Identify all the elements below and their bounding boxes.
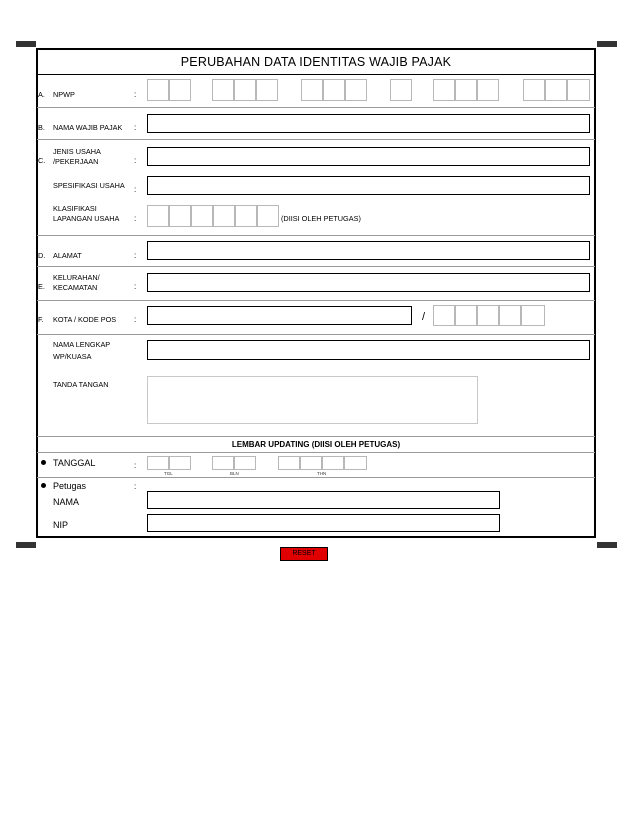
- nama-lengkap-label-2: WP/KUASA: [53, 352, 92, 361]
- npwp-cell[interactable]: [433, 79, 455, 101]
- npwp-cell[interactable]: [545, 79, 567, 101]
- divider-d: [37, 266, 595, 267]
- spesifikasi-usaha-field[interactable]: [147, 176, 590, 195]
- klasifikasi-cell[interactable]: [147, 205, 169, 227]
- alamat-field[interactable]: [147, 241, 590, 260]
- corner-mark-top-left: [16, 41, 36, 47]
- section-e-letter: E.: [38, 282, 45, 291]
- spesifikasi-usaha-colon: :: [134, 185, 137, 194]
- petugas-nip-label: NIP: [53, 520, 69, 530]
- npwp-cell[interactable]: [147, 79, 169, 101]
- kode-pos-cell[interactable]: [433, 305, 455, 326]
- kelurahan-label-1: KELURAHAN/: [53, 273, 100, 282]
- npwp-label: NPWP: [53, 90, 75, 99]
- tanggal-bln-cell[interactable]: [234, 456, 256, 470]
- npwp-cell[interactable]: [234, 79, 256, 101]
- alamat-colon: :: [134, 251, 137, 260]
- klasifikasi-cell[interactable]: [191, 205, 213, 227]
- tanggal-bln-cell[interactable]: [212, 456, 234, 470]
- divider-signature: [37, 436, 595, 437]
- divider-tanggal: [37, 477, 595, 478]
- section-f-letter: F.: [38, 315, 44, 324]
- npwp-cell[interactable]: [455, 79, 477, 101]
- jenis-usaha-colon: :: [134, 156, 137, 165]
- klasifikasi-colon: :: [134, 214, 137, 223]
- spesifikasi-usaha-label: SPESIFIKASI USAHA: [53, 181, 125, 190]
- alamat-label: ALAMAT: [53, 251, 82, 260]
- npwp-cell[interactable]: [345, 79, 367, 101]
- corner-mark-bottom-right: [597, 542, 617, 548]
- jenis-usaha-field[interactable]: [147, 147, 590, 166]
- bln-caption: BLN: [230, 471, 239, 476]
- tanggal-thn-cell[interactable]: [300, 456, 322, 470]
- kode-pos-cell[interactable]: [455, 305, 477, 326]
- thn-caption: THN: [317, 471, 327, 476]
- tanggal-thn-cell[interactable]: [322, 456, 344, 470]
- jenis-usaha-label-2: /PEKERJAAN: [53, 157, 99, 166]
- tgl-caption: TGL: [164, 471, 173, 476]
- npwp-cell[interactable]: [256, 79, 278, 101]
- klasifikasi-cell[interactable]: [213, 205, 235, 227]
- corner-mark-bottom-left: [16, 542, 36, 548]
- nama-wajib-pajak-field[interactable]: [147, 114, 590, 133]
- npwp-cell[interactable]: [523, 79, 545, 101]
- nama-lengkap-field[interactable]: [147, 340, 590, 360]
- npwp-cell[interactable]: [301, 79, 323, 101]
- npwp-cell[interactable]: [477, 79, 499, 101]
- corner-mark-top-right: [597, 41, 617, 47]
- kota-field[interactable]: [147, 306, 412, 325]
- npwp-cell[interactable]: [212, 79, 234, 101]
- tanggal-thn-cell[interactable]: [278, 456, 300, 470]
- nama-lengkap-label-1: NAMA LENGKAP: [53, 340, 111, 349]
- tanggal-bullet-icon: [41, 460, 46, 465]
- kota-kode-pos-label: KOTA / KODE POS: [53, 315, 117, 324]
- kode-pos-cell[interactable]: [499, 305, 521, 326]
- nama-wajib-pajak-label: NAMA WAJIB PAJAK: [53, 123, 123, 132]
- klasifikasi-cell[interactable]: [235, 205, 257, 227]
- tanda-tangan-box[interactable]: [147, 376, 478, 424]
- nama-wajib-pajak-colon: :: [134, 123, 137, 132]
- divider-f: [37, 334, 595, 335]
- petugas-nama-label: NAMA: [53, 497, 80, 507]
- section-c-letter: C.: [38, 156, 46, 165]
- petugas-bullet-icon: [41, 483, 46, 488]
- npwp-colon: :: [134, 90, 137, 99]
- npwp-cell[interactable]: [169, 79, 191, 101]
- npwp-cell[interactable]: [323, 79, 345, 101]
- tanggal-colon: :: [134, 461, 137, 470]
- kelurahan-colon: :: [134, 282, 137, 291]
- klasifikasi-note: (DIISI OLEH PETUGAS): [281, 214, 361, 223]
- kode-pos-cell[interactable]: [521, 305, 545, 326]
- klasifikasi-cell[interactable]: [257, 205, 279, 227]
- kota-colon: :: [134, 315, 137, 324]
- tanggal-thn-cell[interactable]: [344, 456, 367, 470]
- petugas-label: Petugas: [53, 481, 87, 491]
- kelurahan-label-2: KECAMATAN: [53, 283, 98, 292]
- npwp-cell[interactable]: [390, 79, 412, 101]
- title-divider: [37, 74, 595, 75]
- petugas-nip-field[interactable]: [147, 514, 500, 532]
- kode-pos-cell[interactable]: [477, 305, 499, 326]
- divider-b: [37, 139, 595, 140]
- divider-updating: [37, 452, 595, 453]
- klasifikasi-label-2: LAPANGAN USAHA: [53, 214, 120, 223]
- petugas-colon: :: [134, 482, 137, 491]
- divider-a: [37, 107, 595, 108]
- section-d-letter: D.: [38, 251, 46, 260]
- reset-button[interactable]: RESET: [280, 547, 328, 561]
- klasifikasi-cell[interactable]: [169, 205, 191, 227]
- jenis-usaha-label-1: JENIS USAHA: [53, 147, 101, 156]
- updating-header: LEMBAR UPDATING (DIISI OLEH PETUGAS): [231, 440, 401, 449]
- kota-kodepos-separator: /: [422, 311, 426, 323]
- section-b-letter: B.: [38, 123, 45, 132]
- npwp-cell[interactable]: [567, 79, 590, 101]
- klasifikasi-label-1: KLASIFIKASI: [53, 204, 97, 213]
- kelurahan-field[interactable]: [147, 273, 590, 292]
- section-a-letter: A.: [38, 90, 45, 99]
- form-title: PERUBAHAN DATA IDENTITAS WAJIB PAJAK: [180, 55, 452, 69]
- divider-e: [37, 300, 595, 301]
- tanggal-tgl-cell[interactable]: [147, 456, 169, 470]
- tanda-tangan-label: TANDA TANGAN: [53, 380, 109, 389]
- tanggal-label: TANGGAL: [53, 458, 96, 468]
- divider-c: [37, 235, 595, 236]
- petugas-nama-field[interactable]: [147, 491, 500, 509]
- tanggal-tgl-cell[interactable]: [169, 456, 191, 470]
